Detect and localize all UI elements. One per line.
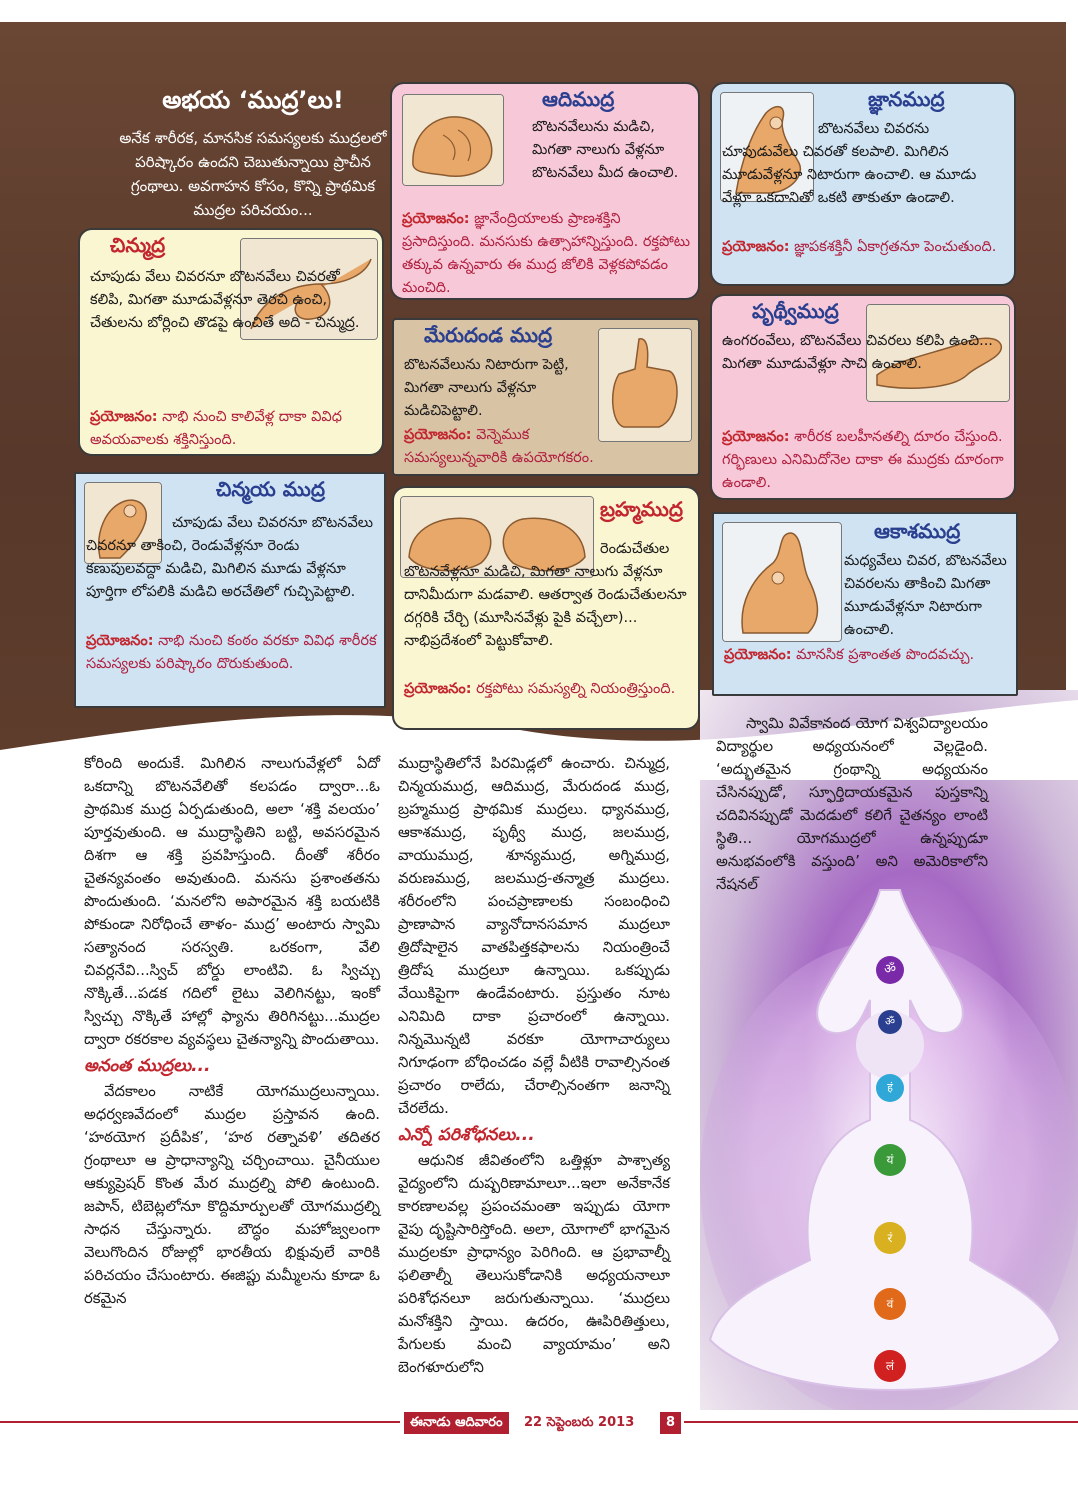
adi-mudra-box <box>390 82 700 300</box>
col1-heading: అనంత ముద్రలు... <box>84 1056 211 1076</box>
jnana-mudra-text: బొటనవేలు చివరను చూపుడువేలు చివరతో కలపాలి. మిగిలిన మూడువేళ్లనూ నిటారుగా ఉంచాలి. ఆ మూడు వేళ్లూ ఒకదానితో ఒకటి తాకుతూ ఉండాలి. <box>722 121 977 206</box>
adi-mudra-text: బొటనవేలును మడిచి, మిగతా నాలుగు వేళ్లనూ బొటనవేలు మీద ఉంచాలి. <box>532 119 679 181</box>
intro-block <box>108 86 398 222</box>
merudanda-mudra-box <box>392 318 700 476</box>
footer-page-number: 8 <box>660 1412 681 1434</box>
col1-paragraph-1: కోరింది అందుకే. మిగిలిన నాలుగువేళ్లలో ఏదో ఒకదాన్ని బొటనవేలితో కలపడం ద్వారా...ఓ ప్రాథమిక ముద్ర ఏర్పడుతుంది, అలా ‘శక్తి వలయం’ పూర్తవుతుంది. ఆ ముద్రాస్థితిని బట్టి, అవసరమైన దిశగా ఆ శక్తి ప్రవహిస్తుంది. దీంతో శరీరం చైతన్యవంతం అవుతుంది. మనసు ప్రశాంతతను పొందుతుంది. ‘మనలోని అపారమైన శక్తి బయటికి పోకుండా నిరోధించే తాళం- ముద్ర’ అంటారు స్వామి సత్యానంద సరస్వతి. ఒరకంగా, వేలి చివర్లనేవి...స్విచ్ బోర్డు లాంటివి. ఓ స్విచ్చు నొక్కితే...పడక గదిలో లైటు వెలిగినట్టు, ఇంకో స్విచ్చు నొక్కితే హాల్లో ఫ్యాను తిరిగినట్టు...ముద్రల ద్వారా రకరకాల వ్యవస్థలు చైతన్యాన్ని పొందుతాయి. <box>84 755 380 1048</box>
jnana-mudra-title: జ్ఞానముద్ర <box>868 87 945 111</box>
chakra-crown: ॐ <box>876 956 904 984</box>
prithvi-mudra-box <box>710 294 1016 500</box>
col2-heading: ఎన్నో పరిశోధనలు... <box>398 1125 535 1145</box>
akasha-mudra-title: ఆకాశముద్ర <box>874 519 961 543</box>
brahma-mudra-box <box>392 486 700 730</box>
intro-title: అభయ ‘ముద్ర’లు! <box>162 86 344 114</box>
hand-akasha-mudra-icon <box>722 522 842 642</box>
article-column-1 <box>84 752 380 1310</box>
chinmaya-mudra-box <box>74 472 386 708</box>
chinmaya-mudra-title: చిన్మయ ముద్ర <box>216 477 325 501</box>
merudanda-mudra-benefit: ప్రయోజనం: వెన్నెముక సమస్యలున్నవారికి ఉపయోగకరం. <box>404 427 594 466</box>
akasha-mudra-benefit: ప్రయోజనం: మానసిక ప్రశాంతత పొందవచ్చు. <box>724 647 975 663</box>
merudanda-mudra-text: బొటనవేలును నిటారుగా పెట్టి, మిగతా నాలుగు వేళ్లనూ మడిచిపెట్టాలి. <box>404 357 569 419</box>
prithvi-mudra-text: ఉంగరంవేలు, బొటనవేలు చివరలు కలిపి ఉంచి... మిగతా మూడువేళ్లూ సాచి ఉంచాలి. <box>722 333 993 372</box>
hand-merudanda-mudra-icon <box>598 328 692 442</box>
benefit-label: ప్రయోజనం: <box>402 211 470 227</box>
brahma-mudra-benefit: ప్రయోజనం: రక్తపోటు సమస్యల్ని నియంత్రిస్తుంది. <box>404 681 676 697</box>
chakra-solar-plexus: रं <box>874 1222 906 1254</box>
prithvi-mudra-title: పృథ్వీముద్ర <box>752 299 839 323</box>
jnana-mudra-benefit: ప్రయోజనం: జ్ఞాపకశక్తినీ ఏకాగ్రతనూ పెంచుతుంది. <box>722 239 997 255</box>
chakra-root: लं <box>874 1350 906 1382</box>
chinmaya-mudra-benefit: ప్రయోజనం: నాభి నుంచి కంఠం వరకూ వివిధ శారీరక సమస్యలకు పరిష్కారం దొరుకుతుంది. <box>86 633 377 672</box>
intro-text: అనేక శారీరక, మానసిక సమస్యలకు ముద్రలలో పరిష్కారం ఉందని చెబుతున్నాయి ప్రాచీన గ్రంథాలు. అవగాహన కోసం, కొన్ని ప్రాథమిక ముద్రల పరిచయం... <box>119 129 387 219</box>
footer-publication: ఈనాడు ఆదివారం <box>404 1412 509 1434</box>
merudanda-mudra-title: మేరుదండ ముద్ర <box>424 323 553 347</box>
akasha-mudra-box <box>712 512 1018 696</box>
article-column-2 <box>398 752 670 1379</box>
prithvi-mudra-benefit: ప్రయోజనం: శారీరక బలహీనతల్ని దూరం చేస్తుంది. గర్భిణులు ఎనిమిదోనెల దాకా ఈ ముద్రకు దూరంగా ఉండాలి. <box>722 429 1004 491</box>
chakra-third-eye: ॐ <box>878 1010 902 1034</box>
adi-mudra-benefit: ప్రయోజనం: జ్ఞానేంద్రియాలకు ప్రాణశక్తిని ప్రసాదిస్తుంది. మనసుకు ఉత్సాహాన్నిస్తుంది. రక్తపోటు తక్కువ ఉన్నవారు ఈ ముద్ర జోలికి వెళ్లకపోవడం మంచిది. <box>402 211 690 296</box>
article-column-3 <box>716 712 988 896</box>
chin-mudra-title: చిన్ముద్ర <box>110 233 166 257</box>
chinmaya-mudra-text: చూపుడు వేలు చివరనూ బొటనవేలు చివరనూ తాకించి, రెండువేళ్లనూ రెండు కణుపులవద్దా మడిచి, మిగిలిన మూడు వేళ్లనూ పూర్తిగా లోపలికి మడిచి అరచేతిలో గుచ్చిపెట్టాలి. <box>86 515 374 600</box>
col2-paragraph-1: ముద్రాస్థితిలోనే పిరమిడ్లలో ఉంచారు. చిన్ముద్ర, చిన్మయముద్ర, ఆదిముద్ర, మేరుదండ ముద్ర, బ్రహ్మముద్ర ప్రాథమిక ముద్రలు. ధ్యానముద్ర, ఆకాశముద్ర, పృథ్వీ ముద్ర, జలముద్ర, వాయుముద్ర, శూన్యముద్ర, అగ్నిముద్ర, వరుణముద్ర, జలముద్ర-తన్మాత్ర ముద్రలు. శరీరంలోని పంచప్రాణాలకు సంబంధించి ప్రాణాపాన వ్యానోదానసమాన ముద్రలూ త్రిదోషాలైన వాతపిత్తకఫాలను నియంత్రించే త్రిదోష ముద్రలూ ఉన్నాయి. ఒకప్పుడు వేయికిపైగా ఉండేవంటారు. ప్రస్తుతం నూట ఎనిమిది దాకా ప్రచారంలో ఉన్నాయి. నిన్నమొన్నటి వరకూ యోగాచార్యులు నిగూఢంగా బోధించడం వల్లే వీటికి రావాల్సినంత ప్రచారం రాలేదు, చేరాల్సినంతగా జనాన్ని చేరలేదు. <box>398 755 670 1117</box>
footer-date: 22 సెప్టెంబరు 2013 <box>524 1415 635 1430</box>
page-footer <box>0 1412 1078 1440</box>
chin-mudra-box <box>78 228 384 456</box>
adi-mudra-title: ఆదిముద్ర <box>542 87 615 111</box>
brahma-mudra-text: రెండుచేతుల బొటనవేళ్లనూ మడిచి, మిగతా నాలుగు వేళ్లనూ దానిమీదుగా మడవాలి. ఆతర్వాత రెండుచేతులనూ దగ్గరికి చేర్చి (మూసినవేళ్లు పైకి వచ్చేలా)... నాభిప్రదేశంలో పెట్టుకోవాలి. <box>404 541 687 649</box>
chakra-throat: हं <box>876 1074 904 1102</box>
col3-paragraph-1: స్వామి వివేకానంద యోగ విశ్వవిద్యాలయం విద్యార్థుల అధ్యయనంలో వెల్లడైంది. ‘అద్భుతమైన గ్రంథాన్ని అధ్యయనం చేసినప్పుడో, స్ఫూర్తిదాయకమైన పుస్తకాన్ని చదివినప్పుడో మెదడులో కలిగే చైతన్యం లాంటి స్థితి... యోగముద్రలో ఉన్నప్పుడూ అనుభవంలోకి వస్తుంది’ అని అమెరికాలోని నేషనల్ <box>716 715 988 893</box>
chakra-heart: यं <box>874 1144 906 1176</box>
chin-mudra-benefit: ప్రయోజనం: నాభి నుంచి కాలివేళ్ల దాకా వివిధ అవయవాలకు శక్తినిస్తుంది. <box>90 409 342 448</box>
col2-paragraph-2: ఆధునిక జీవితంలోని ఒత్తిళ్లూ పాశ్చాత్య వైద్యంలోని దుష్పరిణామాలూ...ఇలా అనేకానేక కారణాలవల్ల ప్రపంచమంతా ఇప్పుడు యోగా వైపు దృష్టిసారిస్తోంది. అలా, యోగాలో భాగమైన ముద్రలకూ ప్రాధాన్యం పెరిగింది. ఆ ప్రభావాల్నీ ఫలితాల్నీ తెలుసుకోడానికి అధ్యయనాలూ పరిశోధనలూ జరుగుతున్నాయి. ‘ముద్రలు మనోశక్తిని స్తాయి. ఉదరం, ఊపిరితిత్తులు, పేగులకు మంచి వ్యాయామం’ అని బెంగళూరులోని <box>398 1152 670 1376</box>
jnana-mudra-box <box>710 82 1016 286</box>
chakra-sacral: वं <box>874 1288 906 1320</box>
hand-adi-mudra-icon <box>402 94 504 186</box>
brahma-mudra-title: బ్రహ్మముద్ర <box>600 497 683 521</box>
akasha-mudra-text: మధ్యవేలు చివర, బొటనవేలు చివరలను తాకించి మిగతా మూడువేళ్లనూ నిటారుగా ఉంచాలి. <box>844 553 1007 638</box>
col1-paragraph-2: వేదకాలం నాటికే యోగముద్రలున్నాయి. అధర్వణవేదంలో ముద్రల ప్రస్తావన ఉంది. ‘హఠయోగ ప్రదీపిక’, ‘హఠ రత్నావళి’ తదితర గ్రంథాలూ ఆ ప్రాధాన్యాన్ని చర్చించాయి. చైనీయుల ఆక్యుప్రెషర్ కొంత మేర ముద్రల్ని పోలి ఉంటుంది. జపాన్, టిబెట్లలోనూ కొద్దిమార్పులతో యోగముద్రల్ని సాధన చేస్తున్నారు. బౌద్ధం మహోజ్వలంగా వెలుగొందిన రోజుల్లో భారతీయ భిక్షువులే వారికి పరిచయం చేసుంటారు. ఈజిప్టు మమ్మీలను కూడా ఓ రకమైన <box>84 1083 380 1307</box>
chin-mudra-text: చూపుడు వేలు చివరనూ బొటనవేలు చివరతో కలిపి, మిగతా మూడువేళ్లనూ తెరచి ఉంచి, చేతులను బోర్లించి తొడపై ఉంచితే అది - చిన్ముద్ర. <box>90 269 360 331</box>
